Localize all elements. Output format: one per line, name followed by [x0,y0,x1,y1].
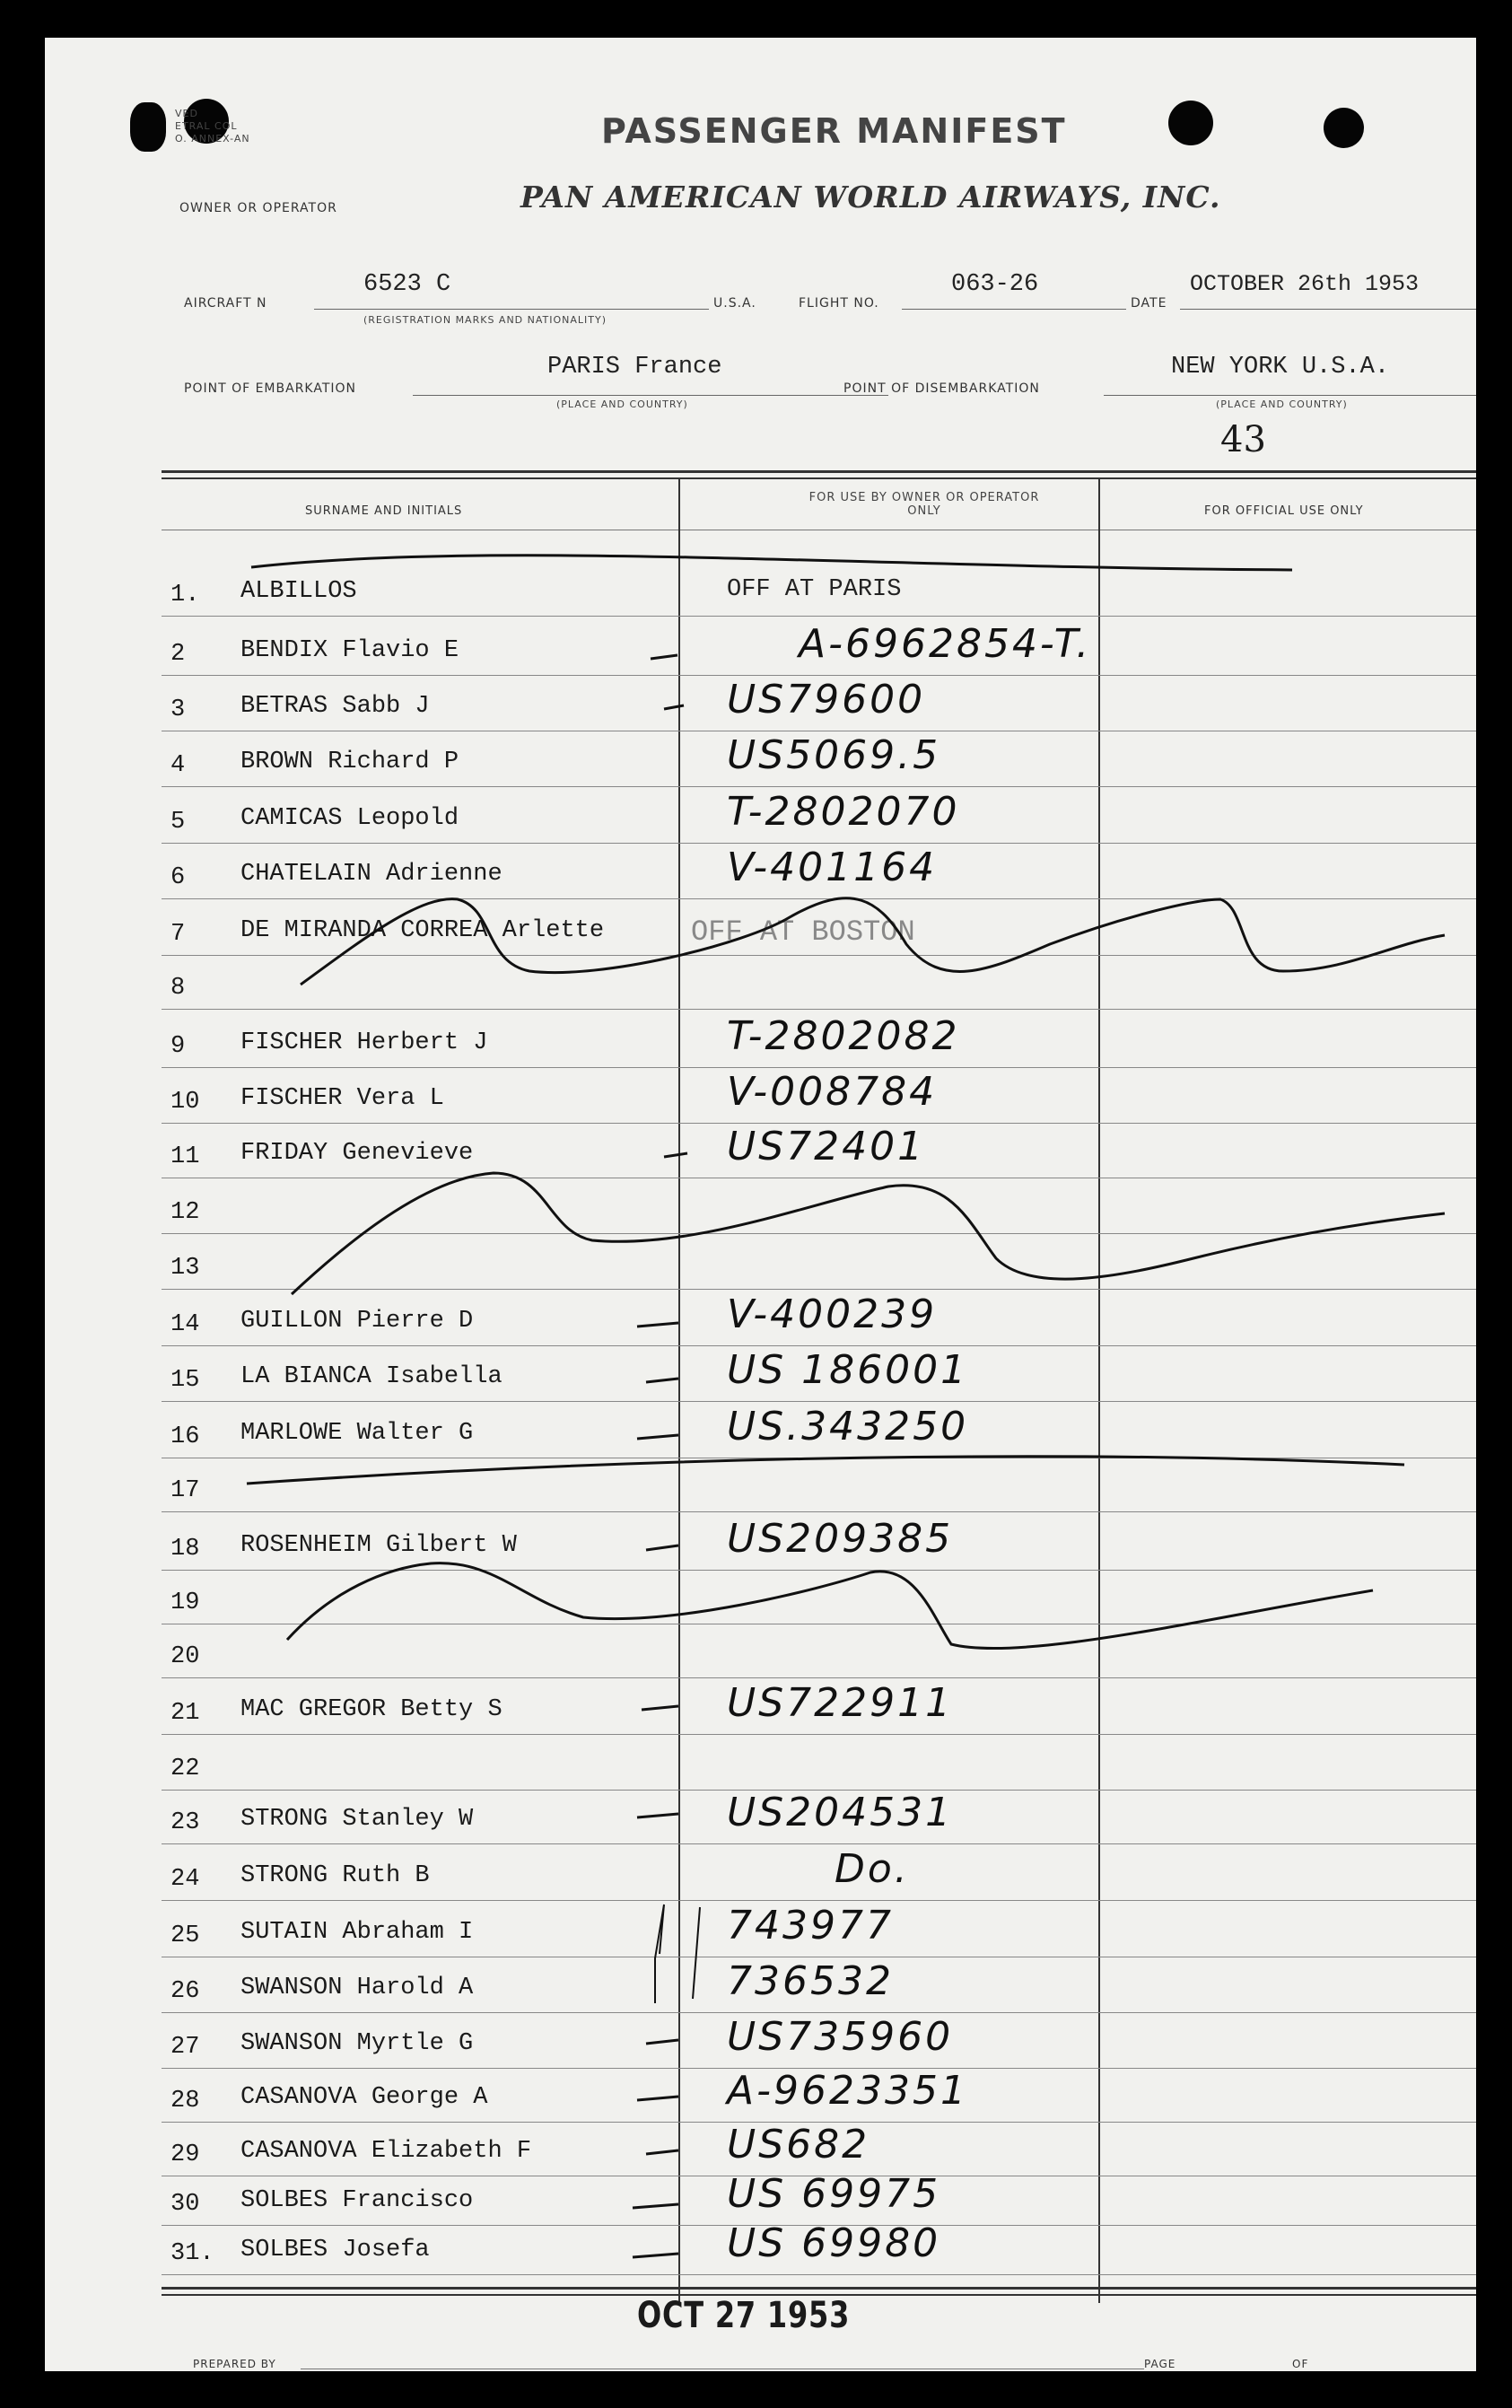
prepared-by-label: PREPARED BY [193,2358,276,2370]
row-number: 1. [170,582,200,609]
row-number: 4 [170,752,186,779]
document-number: US204531 [727,1790,954,1835]
row-number: 20 [170,1643,200,1670]
document-number: US.343250 [727,1404,969,1449]
passenger-name: CHATELAIN Adrienne [240,861,503,888]
manifest-sheet [45,38,1476,2371]
row-number: 19 [170,1589,200,1616]
document-number: US682 [727,2122,870,2167]
passenger-name: DE MIRANDA CORREA Arlette [240,917,605,944]
row-number: 7 [170,921,186,948]
passenger-name: SOLBES Josefa [240,2237,430,2264]
row-number: 26 [170,1978,200,2005]
document-number: US79600 [727,677,926,722]
embark-value: PARIS France [547,354,722,381]
row-number: 14 [170,1311,200,1338]
passenger-name: BENDIX Flavio E [240,637,459,664]
page-title: PASSENGER MANIFEST [601,111,1067,151]
passenger-name: SUTAIN Abraham I [240,1919,474,1946]
column-header-official: FOR OFFICIAL USE ONLY [1204,504,1364,518]
passenger-name: GUILLON Pierre D [240,1308,474,1335]
disembark-value: NEW YORK U.S.A. [1171,354,1390,381]
document-number: US72401 [727,1124,926,1169]
embark-caption: (PLACE AND COUNTRY) [556,398,688,410]
row-number: 31. [170,2240,214,2267]
document-number: US735960 [727,2014,954,2060]
row-number: 29 [170,2141,200,2168]
passenger-name: ROSENHEIM Gilbert W [240,1532,517,1559]
row-number: 13 [170,1255,200,1282]
flight-label: FLIGHT NO. [799,296,879,311]
stamp-line-3: O. ANNEX-AN [175,133,250,144]
flight-number: 063-26 [951,271,1039,298]
column-header-names: SURNAME AND INITIALS [305,504,463,518]
row-number: 25 [170,1922,200,1949]
passenger-name: STRONG Stanley W [240,1806,474,1833]
document-number: US 69980 [727,2220,941,2266]
airline-name: PAN AMERICAN WORLD AIRWAYS, INC. [520,180,1221,215]
embark-label: POINT OF EMBARKATION [184,381,357,396]
document-number: A-6962854-T. [799,621,1092,667]
row-number: 12 [170,1199,200,1226]
document-number: US5069.5 [727,732,941,778]
row-number: 30 [170,2191,200,2218]
passenger-name: FRIDAY Genevieve [240,1140,474,1167]
passenger-name: LA BIANCA Isabella [240,1363,503,1390]
passenger-name: BROWN Richard P [240,749,459,775]
date-label: DATE [1131,296,1167,311]
flight-date: OCTOBER 26th 1953 [1190,271,1420,297]
row-number: 28 [170,2088,200,2115]
row-number: 21 [170,1700,200,1727]
document-number: V-400239 [727,1292,938,1337]
passenger-name: MARLOWE Walter G [240,1420,474,1447]
row-number: 3 [170,696,186,723]
row-number: 2 [170,641,186,668]
document-number: US722911 [727,1680,954,1726]
strike-marks [45,38,1476,2371]
owner-label: OWNER OR OPERATOR [179,201,337,215]
received-date-stamp: OCT 27 1953 [637,2295,851,2336]
row-number: 10 [170,1089,200,1116]
row-number: 27 [170,2034,200,2061]
document-number: V-401164 [727,845,938,890]
row-number: 24 [170,1866,200,1893]
of-label: OF [1292,2358,1309,2370]
passenger-name: CAMICAS Leopold [240,805,459,832]
passenger-name: ALBILLOS [240,578,357,605]
row-number: 11 [170,1143,200,1170]
passenger-name: CASANOVA George A [240,2084,488,2111]
document-number: US 186001 [727,1347,969,1393]
row-number: 5 [170,809,186,836]
passenger-name: BETRAS Sabb J [240,693,430,720]
usa-label: U.S.A. [713,296,756,311]
column-header-owner: FOR USE BY OWNER OR OPERATOR ONLY [808,491,1040,518]
row-number: 17 [170,1477,200,1504]
passenger-name: SWANSON Harold A [240,1975,474,2001]
row-number: 8 [170,975,186,1002]
row-number: 22 [170,1756,200,1782]
document-number: 736532 [727,1958,894,2004]
page-number: 43 [1220,419,1266,460]
document-number: T-2802082 [727,1013,960,1059]
aircraft-value: 6523 C [363,271,451,298]
document-number: OFF AT PARIS [727,576,902,603]
passenger-name: MAC GREGOR Betty S [240,1696,503,1723]
row-number: 6 [170,864,186,891]
document-number: V-008784 [727,1069,938,1115]
stamp-line-1: VED [175,108,198,119]
document-number: US209385 [727,1516,954,1562]
document-number: A-9623351 [727,2068,968,2114]
document-number: 743977 [727,1903,894,1948]
passenger-name: CASANOVA Elizabeth F [240,2138,532,2165]
registration-caption: (REGISTRATION MARKS AND NATIONALITY) [363,314,607,326]
row-number: 15 [170,1367,200,1394]
disembark-label: POINT OF DISEMBARKATION [843,381,1040,396]
document-number: OFF AT BOSTON [691,915,915,949]
document-number: US 69975 [727,2171,941,2217]
disembark-caption: (PLACE AND COUNTRY) [1216,398,1348,410]
row-number: 16 [170,1423,200,1450]
stamp-line-2: ETRAL COL [175,120,238,132]
passenger-name: SOLBES Francisco [240,2187,474,2214]
row-number: 9 [170,1033,186,1060]
page-label: PAGE [1144,2358,1176,2370]
document-number: Do. [835,1846,910,1892]
aircraft-label: AIRCRAFT N [184,296,267,311]
passenger-name: STRONG Ruth B [240,1862,430,1889]
document-number: T-2802070 [727,789,960,835]
row-number: 23 [170,1809,200,1836]
passenger-name: SWANSON Myrtle G [240,2030,474,2057]
passenger-name: FISCHER Herbert J [240,1029,488,1056]
passenger-name: FISCHER Vera L [240,1085,444,1112]
row-number: 18 [170,1536,200,1563]
